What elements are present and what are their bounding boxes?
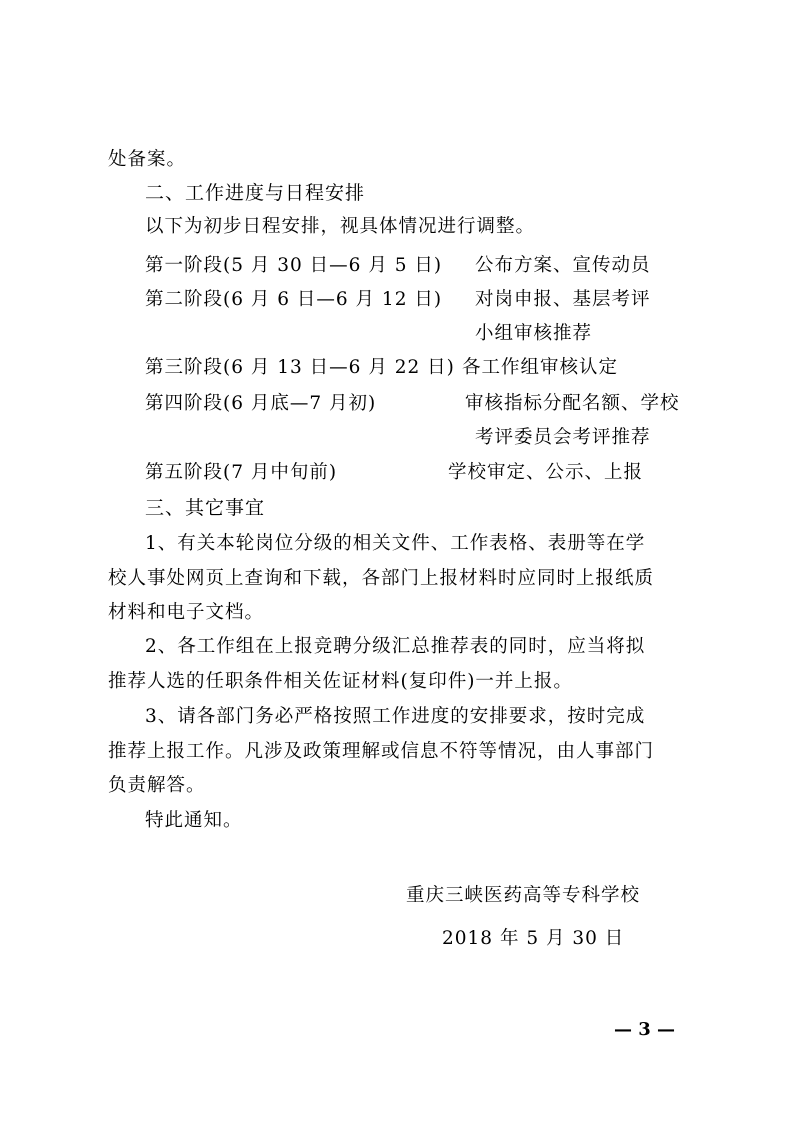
schedule-task-4-cont: 考评委员会考评推荐 — [475, 427, 651, 448]
issue-date: 2018 年 5 月 30 日 — [442, 928, 625, 949]
item1-line2: 校人事处网页上查询和下载，各部门上报材料时应同时上报纸质 — [108, 568, 655, 589]
schedule-stage-4: 第四阶段(6 月底—7 月初) — [145, 393, 377, 414]
page-number: — 3 — — [614, 1019, 676, 1040]
item2-line2: 推荐人选的任职条件相关佐证材料(复印件)一并上报。 — [108, 671, 573, 692]
schedule-task-4: 审核指标分配名额、学校 — [465, 393, 680, 414]
item3-line1: 3、请各部门务必严格按照工作进度的安排要求，按时完成 — [145, 706, 646, 727]
item1-line1: 1、有关本轮岗位分级的相关文件、工作表格、表册等在学 — [145, 533, 646, 554]
schedule-task-1: 公布方案、宣传动员 — [475, 255, 651, 276]
schedule-task-3: 各工作组审核认定 — [462, 357, 619, 378]
item3-line2: 推荐上报工作。凡涉及政策理解或信息不符等情况，由人事部门 — [108, 741, 655, 762]
schedule-task-5: 学校审定、公示、上报 — [448, 462, 644, 483]
item2-line1: 2、各工作组在上报竞聘分级汇总推荐表的同时，应当将拟 — [145, 636, 646, 657]
section-heading-other: 三、其它事宜 — [145, 497, 266, 519]
continuation-text: 处备案。 — [108, 149, 187, 170]
item1-line3: 材料和电子文档。 — [108, 602, 265, 623]
issuer-name: 重庆三峡医药高等专科学校 — [406, 885, 641, 906]
schedule-stage-3: 第三阶段(6 月 13 日—6 月 22 日) — [145, 357, 455, 378]
section-heading-schedule: 二、工作进度与日程安排 — [145, 182, 366, 204]
schedule-stage-1: 第一阶段(5 月 30 日—6 月 5 日) — [145, 255, 443, 276]
schedule-intro: 以下为初步日程安排，视具体情况进行调整。 — [145, 216, 536, 237]
schedule-task-2: 对岗申报、基层考评 — [475, 289, 651, 310]
schedule-stage-5: 第五阶段(7 月中旬前) — [145, 462, 338, 483]
closing-text: 特此通知。 — [145, 810, 243, 831]
schedule-stage-2: 第二阶段(6 月 6 日—6 月 12 日) — [145, 289, 443, 310]
schedule-task-2-cont: 小组审核推荐 — [475, 323, 593, 344]
item3-line3: 负责解答。 — [108, 775, 206, 796]
